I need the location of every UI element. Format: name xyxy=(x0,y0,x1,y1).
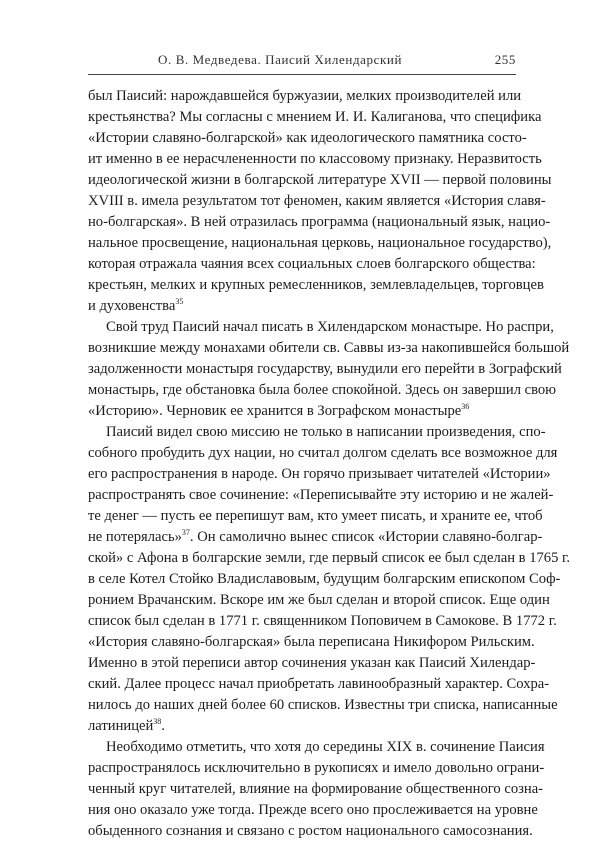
text-line: список был сделан в 1771 г. священником Поповичем в Самокове. В 1772 г. xyxy=(88,613,557,629)
text-line: был Паисий: нарождавшейся буржуазии, мелких производителей или xyxy=(88,88,522,104)
text-segment: «Историю». Черновик ее хранится в Зографском монастыре xyxy=(88,403,462,419)
text-line: монастырь, где обстановка была более спокойной. Здесь он завершил свою xyxy=(88,382,557,398)
text-line: ит именно в ее нерасчлененности по классовому признаку. Неразвитость xyxy=(88,151,542,167)
text-line: Необходимо отметить, что хотя до середины XIX в. сочинение Паисия xyxy=(106,739,545,755)
text-line: ченный круг читателей, влияние на формирование общественного созна- xyxy=(88,781,544,797)
text-segment: латиницей xyxy=(88,718,154,734)
text-line: «Истории славяно-болгарской» как идеологического памятника состо- xyxy=(88,130,527,146)
text-line: ронием Врачанским. Вскоре им же был сделан и второй список. Еще один xyxy=(88,592,550,608)
text-segment: . xyxy=(189,529,194,545)
text-line: Именно в этой переписи автор сочинения указан как Паисий Хилендар- xyxy=(88,655,536,671)
body-text xyxy=(88,86,571,842)
text-line xyxy=(88,527,543,548)
footnote-ref-37[interactable]: 37 xyxy=(181,528,190,538)
text-line: обыденного сознания и связано с ростом национального самосознания. xyxy=(88,823,533,839)
text-line: Паисий видел свою миссию не только в написании произведения, спо- xyxy=(106,424,546,440)
text-line: но-болгарская». В ней отразилась программа (национальный язык, нацио- xyxy=(88,214,551,230)
text-segment: и духовенства xyxy=(88,298,176,314)
text-line: его распространения в народе. Он горячо призывает читателей «Истории» xyxy=(88,466,551,482)
text-line: собного пробудить дух нации, но считал долгом сделать все возможное для xyxy=(88,445,558,461)
text-line: Свой труд Паисий начал писать в Хилендарском монастыре. Но распри, xyxy=(106,319,554,335)
text-segment: не потерялась» xyxy=(88,529,182,545)
footnote-ref-38[interactable]: 38 xyxy=(153,717,162,727)
text-line: ской» с Афона в болгарские земли, где первый список ее был сделан в 1765 г. xyxy=(88,550,571,566)
page-number: 255 xyxy=(494,52,516,67)
footnote-ref-35[interactable]: 35 xyxy=(175,297,184,307)
text-line: крестьян, мелких и крупных ремесленников, землевладельцев, торговцев xyxy=(88,277,544,293)
text-line: идеологической жизни в болгарской литературе XVII — первой половины xyxy=(88,172,552,188)
text-line: задолженности монастыря государству, вынудили его перейти в Зографский xyxy=(88,361,562,377)
header-rule xyxy=(88,74,516,75)
text-line xyxy=(88,401,512,422)
running-title: О. В. Медведева. Паисий Хилендарский xyxy=(158,52,403,67)
text-line: XVIII в. имела результатом тот феномен, каким является «История славя- xyxy=(88,193,546,209)
text-line: нальное просвещение, национальная церковь, национальное государство), xyxy=(88,235,552,251)
text-line: те денег — пусть ее перепишут вам, кто умеет писать, и храните ее, чтоб xyxy=(88,508,543,524)
text-line: нилось до наших дней более 60 списков. Известны три списка, написанные xyxy=(88,697,558,713)
text-line: ния оно оказало уже тогда. Прежде всего оно прослеживается на уровне xyxy=(88,802,538,818)
text-line xyxy=(88,716,512,737)
text-segment: Он самолично вынес список «Истории славяно-болгар- xyxy=(193,529,543,545)
text-line xyxy=(88,296,512,317)
text-segment: . xyxy=(161,718,165,734)
text-line: крестьянства? Мы согласны с мнением И. И. Калиганова, что специфика xyxy=(88,109,542,125)
text-line: распространялось исключительно в рукописях и имело довольно ограни- xyxy=(88,760,545,776)
text-line: которая отражала чаяния всех социальных слоев болгарского общества: xyxy=(88,256,536,272)
text-line: ский. Далее процесс начал приобретать лавинообразный характер. Сохра- xyxy=(88,676,550,692)
text-line: в селе Котел Стойко Владиславовым, будущим болгарским епископом Соф- xyxy=(88,571,561,587)
text-line: «История славяно-болгарская» была переписана Никифором Рильским. xyxy=(88,634,535,650)
footnote-ref-36[interactable]: 36 xyxy=(461,402,470,412)
text-line: возникшие между монахами обители св. Саввы из-за накопившейся большой xyxy=(88,340,570,356)
running-head xyxy=(88,52,516,72)
text-line: распространять свое сочинение: «Переписывайте эту историю и не жалей- xyxy=(88,487,554,503)
